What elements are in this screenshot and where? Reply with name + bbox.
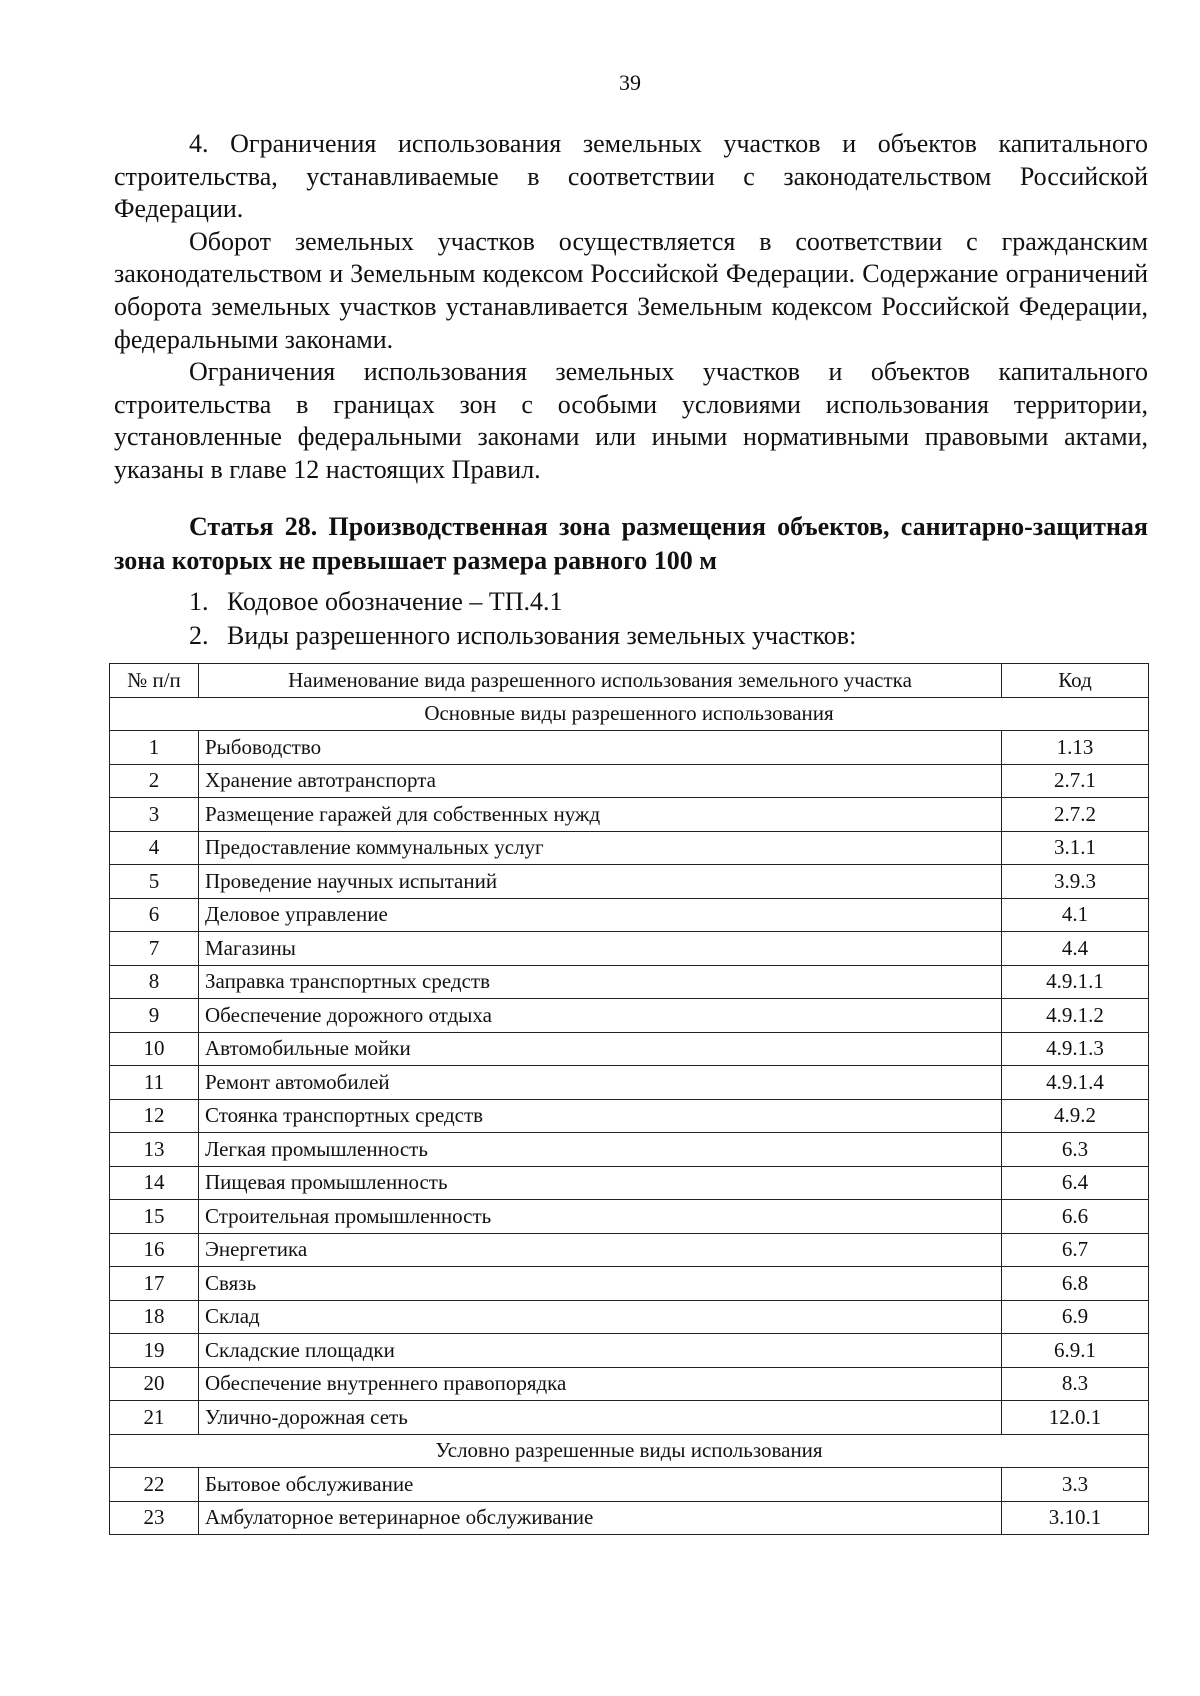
row-code: 4.9.1.2 <box>1002 999 1149 1033</box>
row-code: 6.9.1 <box>1002 1334 1149 1368</box>
table-row <box>110 1066 1149 1100</box>
row-use-name: Заправка транспортных средств <box>199 965 1002 999</box>
paragraph-land-turnover: Оборот земельных участков осуществляется в соответствии с гражданским законодательством и Земельным кодексом Российской Федерации. Содержание ограничений оборота земельных участков устанавливается Земельным кодексом Российской Федерации, федеральными законами. <box>114 226 1148 354</box>
table-row <box>110 1267 1149 1301</box>
row-code: 6.8 <box>1002 1267 1149 1301</box>
table-row <box>110 865 1149 899</box>
row-use-name: Амбулаторное ветеринарное обслуживание <box>199 1501 1002 1535</box>
row-use-name: Предоставление коммунальных услуг <box>199 831 1002 865</box>
table-row <box>110 1334 1149 1368</box>
row-code: 4.9.1.4 <box>1002 1066 1149 1100</box>
row-use-name: Рыбоводство <box>199 731 1002 765</box>
row-code: 1.13 <box>1002 731 1149 765</box>
row-use-name: Склад <box>199 1300 1002 1334</box>
row-number: 11 <box>110 1066 199 1100</box>
row-number: 18 <box>110 1300 199 1334</box>
table-row <box>110 1501 1149 1535</box>
table-section-row <box>110 1434 1149 1468</box>
row-code: 3.10.1 <box>1002 1501 1149 1535</box>
row-use-name: Легкая промышленность <box>199 1133 1002 1167</box>
row-number: 3 <box>110 798 199 832</box>
row-number: 9 <box>110 999 199 1033</box>
row-use-name: Бытовое обслуживание <box>199 1468 1002 1502</box>
row-use-name: Складские площадки <box>199 1334 1002 1368</box>
item-text: Кодовое обозначение – ТП.4.1 <box>227 587 563 616</box>
row-code: 4.9.1.3 <box>1002 1032 1149 1066</box>
page-number: 39 <box>619 70 641 95</box>
row-use-name: Ремонт автомобилей <box>199 1066 1002 1100</box>
row-code: 3.9.3 <box>1002 865 1149 899</box>
row-use-name: Связь <box>199 1267 1002 1301</box>
row-code: 6.3 <box>1002 1133 1149 1167</box>
row-use-name: Строительная промышленность <box>199 1200 1002 1234</box>
row-number: 20 <box>110 1367 199 1401</box>
row-code: 2.7.2 <box>1002 798 1149 832</box>
row-number: 5 <box>110 865 199 899</box>
row-number: 10 <box>110 1032 199 1066</box>
row-number: 4 <box>110 831 199 865</box>
row-code: 3.1.1 <box>1002 831 1149 865</box>
row-code: 6.9 <box>1002 1300 1149 1334</box>
table-row <box>110 1401 1149 1435</box>
row-code: 6.6 <box>1002 1200 1149 1234</box>
row-number: 1 <box>110 731 199 765</box>
table-section-row <box>110 697 1149 731</box>
row-use-name: Проведение научных испытаний <box>199 865 1002 899</box>
body-text <box>114 128 1148 487</box>
row-number: 6 <box>110 898 199 932</box>
row-code: 6.7 <box>1002 1233 1149 1267</box>
row-number: 7 <box>110 932 199 966</box>
row-number: 12 <box>110 1099 199 1133</box>
permitted-uses-table <box>109 663 1149 1535</box>
item-number: 1. <box>189 587 209 616</box>
row-use-name: Обеспечение дорожного отдыха <box>199 999 1002 1033</box>
row-use-name: Размещение гаражей для собственных нужд <box>199 798 1002 832</box>
row-number: 16 <box>110 1233 199 1267</box>
row-use-name: Стоянка транспортных средств <box>199 1099 1002 1133</box>
row-number: 22 <box>110 1468 199 1502</box>
row-code: 4.4 <box>1002 932 1149 966</box>
table-row <box>110 1032 1149 1066</box>
section-title: Условно разрешенные виды использования <box>110 1434 1149 1468</box>
table-row <box>110 798 1149 832</box>
table-row <box>110 999 1149 1033</box>
item-text: Виды разрешенного использования земельных участков: <box>227 621 857 650</box>
row-use-name: Пищевая промышленность <box>199 1166 1002 1200</box>
row-code: 2.7.1 <box>1002 764 1149 798</box>
permitted-uses-item <box>189 620 856 652</box>
row-use-name: Магазины <box>199 932 1002 966</box>
table-header-row <box>110 664 1149 698</box>
paragraph-special-zones: Ограничения использования земельных участков и объектов капитального строительства в границах зон с особыми условиями использования территории, установленные федеральными законами или иными нормативными правовыми актами, указаны в главе 12 настоящих Правил. <box>114 357 1148 484</box>
table-row <box>110 1367 1149 1401</box>
row-use-name: Энергетика <box>199 1233 1002 1267</box>
header-name: Наименование вида разрешенного использования земельного участка <box>199 664 1002 698</box>
paragraph-restrictions: 4. Ограничения использования земельных участков и объектов капитального строительства, устанавливаемые в соответствии с законодательством Российской Федерации. <box>114 129 1148 224</box>
item-number: 2. <box>189 621 209 650</box>
table-row <box>110 1166 1149 1200</box>
table-row <box>110 731 1149 765</box>
row-use-name: Обеспечение внутреннего правопорядка <box>199 1367 1002 1401</box>
table-row <box>110 1133 1149 1167</box>
table-row <box>110 764 1149 798</box>
table-row <box>110 932 1149 966</box>
table-row <box>110 1200 1149 1234</box>
row-number: 2 <box>110 764 199 798</box>
row-number: 19 <box>110 1334 199 1368</box>
table-row <box>110 1233 1149 1267</box>
row-number: 8 <box>110 965 199 999</box>
table-row <box>110 1099 1149 1133</box>
row-use-name: Деловое управление <box>199 898 1002 932</box>
row-number: 17 <box>110 1267 199 1301</box>
code-designation-item <box>189 586 563 618</box>
row-code: 3.3 <box>1002 1468 1149 1502</box>
table-row <box>110 898 1149 932</box>
row-number: 23 <box>110 1501 199 1535</box>
row-code: 4.9.2 <box>1002 1099 1149 1133</box>
table-row <box>110 1468 1149 1502</box>
row-code: 4.9.1.1 <box>1002 965 1149 999</box>
row-use-name: Автомобильные мойки <box>199 1032 1002 1066</box>
row-number: 14 <box>110 1166 199 1200</box>
row-code: 4.1 <box>1002 898 1149 932</box>
article-heading: Статья 28. Производственная зона размещения объектов, санитарно-защитная зона которых не превышает размера равного 100 м <box>114 512 1148 575</box>
header-number: № п/п <box>110 664 199 698</box>
table-row <box>110 831 1149 865</box>
row-number: 21 <box>110 1401 199 1435</box>
header-code: Код <box>1002 664 1149 698</box>
table-body <box>110 697 1149 1535</box>
section-title: Основные виды разрешенного использования <box>110 697 1149 731</box>
row-number: 15 <box>110 1200 199 1234</box>
row-code: 12.0.1 <box>1002 1401 1149 1435</box>
row-use-name: Хранение автотранспорта <box>199 764 1002 798</box>
row-number: 13 <box>110 1133 199 1167</box>
row-code: 8.3 <box>1002 1367 1149 1401</box>
row-use-name: Улично-дорожная сеть <box>199 1401 1002 1435</box>
row-code: 6.4 <box>1002 1166 1149 1200</box>
table-row <box>110 965 1149 999</box>
table-row <box>110 1300 1149 1334</box>
